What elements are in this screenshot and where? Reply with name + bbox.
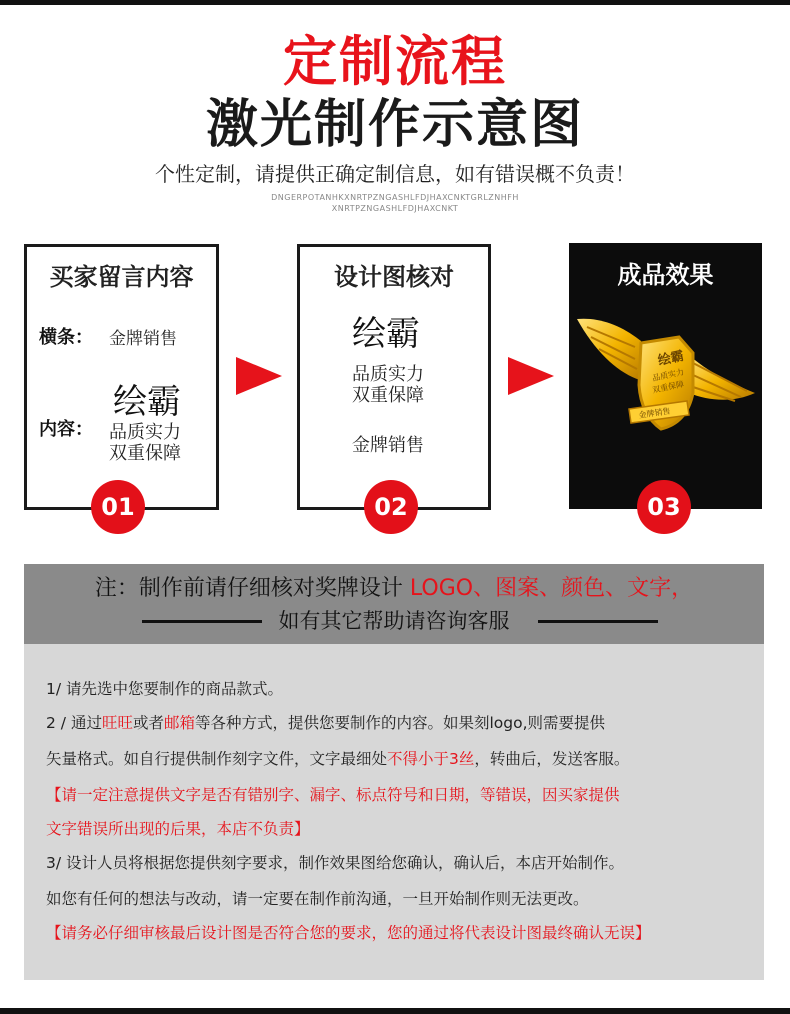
instructions-panel (24, 644, 764, 980)
content-line-2: 双重保障 (109, 443, 181, 464)
step-title: 买家留言内容 (49, 263, 194, 291)
note-line-2: 如有其它帮助请咨询客服 (278, 609, 510, 633)
step-title: 设计图核对 (334, 263, 454, 291)
design-line-1: 品质实力 (352, 364, 424, 385)
arrow-right-icon (236, 357, 282, 395)
divider-right (538, 620, 658, 623)
design-line-2: 双重保障 (352, 385, 424, 406)
step-title: 成品效果 (617, 261, 714, 289)
badge-big-text: 绘霸 (656, 347, 686, 368)
instruction-line: 2 / 通过旺旺或者邮箱等各种方式，提供您要制作的内容。如果刻logo,则需要提供 (46, 714, 606, 732)
step-box-buyer-message (24, 244, 219, 510)
step-box-finished-product (569, 243, 762, 509)
content-big-text: 绘霸 (113, 382, 181, 422)
top-border (0, 0, 790, 5)
subtitle: 个性定制，请提供正确定制信息，如有错误概不负责！ (155, 162, 635, 186)
title-red: 定制流程 (283, 30, 507, 93)
instruction-line: 如您有任何的想法与改动，请一定要在制作前沟通，一旦开始制作则无法更改。 (46, 890, 589, 908)
bottom-border (0, 1008, 790, 1014)
banner-value: 金牌销售 (109, 329, 177, 349)
design-banner-text: 金牌销售 (352, 435, 424, 456)
note-line-1: 注：制作前请仔细核对奖牌设计 LOGO、图案、颜色、文字， (94, 576, 694, 601)
step-number-badge: 02 (364, 480, 418, 534)
step-number-badge: 03 (637, 480, 691, 534)
instruction-line: 矢量格式。如自行提供制作刻字文件，文字最细处不得小于3丝，转曲后，发送客服。 (46, 750, 630, 768)
instruction-line: 3/ 设计人员将根据您提供刻字要求，制作效果图给您确认，确认后，本店开始制作。 (46, 854, 625, 872)
step-number-badge: 01 (91, 480, 145, 534)
decorative-letters: DNGERPOTANHKXNRTPZNGASHLFDJHAXCNKTGRLZNHFH XNRTPZNGASHLFDJHAXCNKT (271, 193, 519, 213)
step-box-design-check (297, 244, 491, 510)
note-band (24, 564, 764, 644)
badge-ribbon-text: 金牌销售 (638, 406, 671, 420)
arrow-right-icon (508, 357, 554, 395)
warning-line: 文字错误所出现的后果，本店不负责】 (46, 820, 310, 838)
winged-badge-image (569, 243, 762, 509)
warning-line: 【请一定注意提供文字是否有错别字、漏字、标点符号和日期，等错误，因买家提供 (46, 786, 620, 804)
content-label: 内容： (39, 419, 93, 440)
badge-line-1: 品质实力 (651, 367, 685, 383)
banner-label: 横条： (39, 327, 93, 348)
instruction-line: 1/ 请先选中您要制作的商品款式。 (46, 680, 284, 698)
content-line-1: 品质实力 (109, 422, 181, 443)
warning-line: 【请务必仔细审核最后设计图是否符合您的要求，您的通过将代表设计图最终确认无误】 (46, 924, 651, 942)
design-big-text: 绘霸 (352, 314, 420, 354)
title-main: 激光制作示意图 (205, 95, 584, 155)
badge-line-2: 双重保障 (651, 379, 685, 395)
